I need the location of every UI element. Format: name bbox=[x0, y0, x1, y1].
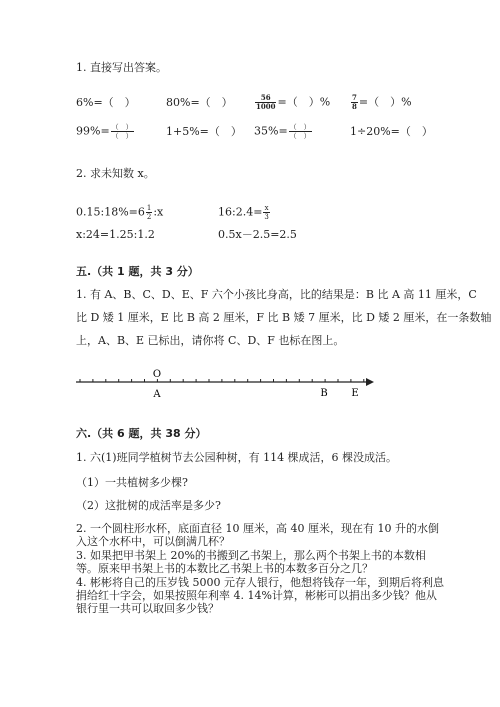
question-80-percent: 80%=（ ） bbox=[166, 96, 233, 109]
equation-1: 0.15:18%=6 $\frac{1}{2}$ :x bbox=[76, 204, 164, 221]
part-6-question-1b: （2）这批树的成活率是多少? bbox=[76, 499, 221, 512]
question-99-percent: 99%= $\frac{( )}{( )}$ bbox=[76, 123, 133, 140]
fraction-1-2: $\frac{1}{2}$ bbox=[146, 204, 152, 221]
section-2-title: 2. 求未知数 x。 bbox=[76, 167, 155, 180]
question-56-over-1000: $\frac{56}{1000}$ =（ ）% bbox=[256, 93, 331, 111]
part-6-question-1a: （1）一共植树多少棵? bbox=[76, 476, 188, 489]
equation-4: 0.5x－2.5=2.5 bbox=[218, 228, 297, 241]
question-35-percent: 35%= $\frac{( )}{( )}$ bbox=[254, 123, 311, 140]
question-1-div-20-percent: 1÷20%=（ ） bbox=[350, 125, 433, 138]
section-1-title: 1. 直接写出答案。 bbox=[76, 61, 167, 74]
part-5-question-line-3: 上，A、B、E 已标出，请你将 C、D、F 也标在图上。 bbox=[76, 334, 345, 347]
question-6-percent: 6%=（ ） bbox=[76, 96, 136, 109]
part-6-question-3: 3. 如果把甲书架上 20%的书搬到乙书架上，那么两个书架上书的本数相等。原来甲书架上书的本数比乙书架上书的本数多百分之几？ bbox=[76, 549, 426, 575]
part-6-heading: 六.（共 6 题，共 38 分） bbox=[76, 427, 207, 440]
fraction-blank: $\frac{( )}{( )}$ bbox=[111, 123, 133, 140]
question-1-plus-5-percent: 1+5%=（ ） bbox=[166, 125, 242, 138]
part-5-question-line-1: 1. 有 A、B、C、D、E、F 六个小孩比身高，比的结果是：B 比 A 高 11 厘米，C bbox=[76, 288, 477, 301]
part-6-question-2: 2. 一个圆柱形水杯，底面直径 10 厘米，高 40 厘米，现在有 10 升的水倒入这个水杯中，可以倒满几杯？ bbox=[76, 522, 439, 548]
part-6-question-1: 1. 六(1)班同学植树节去公园种树，有 114 棵成活，6 棵没成活。 bbox=[76, 451, 398, 464]
number-line bbox=[70, 365, 380, 405]
fraction-56-1000: $\frac{56}{1000}$ bbox=[256, 93, 276, 111]
fraction-7-8: $\frac{7}{8}$ bbox=[352, 93, 357, 111]
point-a-label: A bbox=[153, 389, 161, 400]
question-7-over-8: $\frac{7}{8}$ =（ ）% bbox=[352, 93, 412, 111]
part-5-question-line-2: 比 D 矮 1 厘米，E 比 B 高 2 厘米，F 比 B 矮 7 厘米，比 D 矮 2 厘米，在一条数轴 bbox=[76, 311, 492, 324]
point-e-label: E bbox=[351, 388, 359, 399]
origin-label: O bbox=[152, 369, 162, 380]
equation-2: 16:2.4= $\frac{x}{3}$ bbox=[218, 204, 269, 221]
part-5-heading: 五.（共 1 题，共 3 分） bbox=[76, 265, 199, 278]
equation-3: x:24=1.25:1.2 bbox=[76, 228, 155, 241]
part-6-question-4: 4. 彬彬将自己的压岁钱 5000 元存人银行，他想将钱存一年，到期后将利息捐给红十字会，如果按照年利率 4. 14%计算，彬彬可以捐出多少钱？他从银行里一共可以取回多少钱？ bbox=[76, 576, 444, 615]
number-line-arrow-icon bbox=[366, 378, 374, 386]
fraction-blank: $\frac{( )}{( )}$ bbox=[289, 123, 311, 140]
point-b-label: B bbox=[320, 388, 328, 399]
fraction-x-3: $\frac{x}{3}$ bbox=[264, 204, 269, 221]
